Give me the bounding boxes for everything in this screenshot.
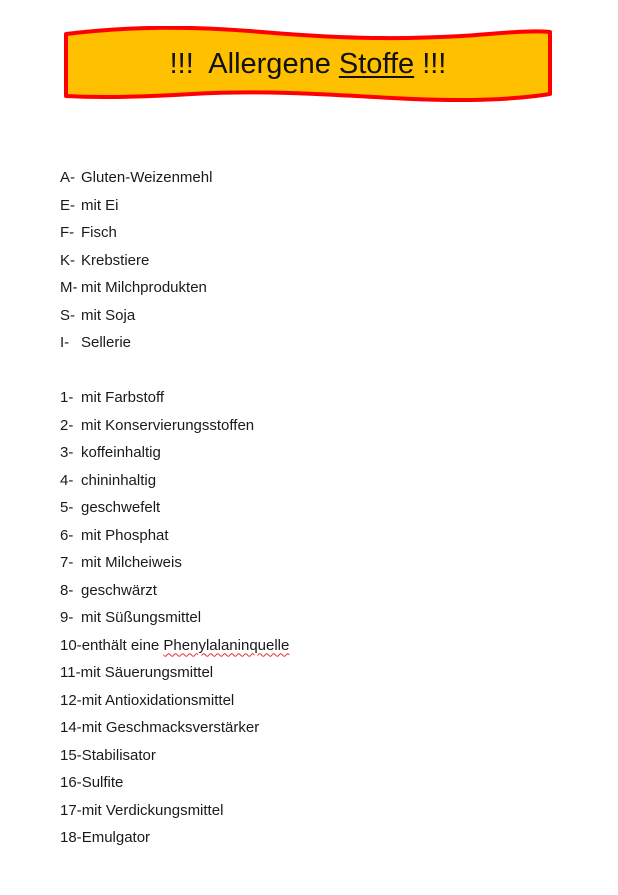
list-item xyxy=(60,522,289,550)
item-label: Sulfite xyxy=(81,774,124,791)
item-code: 12- xyxy=(60,691,82,709)
item-code: M- xyxy=(60,279,78,296)
item-code: E- xyxy=(60,196,75,214)
item-code: 5- xyxy=(60,499,74,516)
page-title xyxy=(62,26,554,102)
list-item xyxy=(60,549,289,577)
item-label: mit Phosphat xyxy=(81,526,169,544)
additive-list xyxy=(60,384,289,852)
item-code: 11- xyxy=(60,664,81,681)
title-underlined-word: Stoffe xyxy=(338,47,415,80)
item-label: mit Ei xyxy=(81,196,119,214)
item-code: 4- xyxy=(60,471,74,489)
item-label: mit Konservierungsstoffen xyxy=(81,416,255,434)
item-label: Emulgator xyxy=(81,829,151,846)
item-code: 8- xyxy=(60,581,74,599)
list-item xyxy=(60,384,289,412)
item-label: Stabilisator xyxy=(81,746,156,764)
item-label: geschwefelt xyxy=(81,499,161,516)
item-label: mit Süßungsmittel xyxy=(81,609,202,626)
item-code: 16- xyxy=(60,774,82,791)
list-item xyxy=(60,604,289,632)
item-label: mit Soja xyxy=(81,306,136,324)
item-code: K- xyxy=(60,251,75,269)
item-code: 3- xyxy=(60,444,74,461)
item-code: 18- xyxy=(60,829,82,846)
list-item xyxy=(60,714,289,742)
item-code: 9- xyxy=(60,609,74,626)
item-label: Fisch xyxy=(81,224,117,241)
allergen-list xyxy=(60,164,212,357)
list-item xyxy=(60,247,212,275)
item-label: mit Milchprodukten xyxy=(81,279,207,296)
list-item xyxy=(60,219,212,247)
item-code: 17- xyxy=(60,801,82,819)
item-label: mit Geschmacksverstärker xyxy=(81,719,260,736)
list-item xyxy=(60,742,289,770)
list-item xyxy=(60,164,212,192)
list-item xyxy=(60,687,289,715)
list-item xyxy=(60,797,289,825)
list-item xyxy=(60,824,289,852)
item-code: F- xyxy=(60,224,75,241)
list-item xyxy=(60,439,289,467)
title-prefix: !!! Allergene xyxy=(169,47,339,80)
list-item xyxy=(60,577,289,605)
item-code: 7- xyxy=(60,554,74,571)
item-label: geschwärzt xyxy=(81,581,157,599)
item-label: mit Säuerungsmittel xyxy=(80,664,214,681)
item-label: Sellerie xyxy=(81,334,132,351)
item-label: Krebstiere xyxy=(81,251,150,269)
list-item xyxy=(60,329,212,357)
item-label: mit Milcheiweis xyxy=(81,554,182,571)
item-label: mit Verdickungsmittel xyxy=(81,801,224,819)
item-code: S- xyxy=(60,306,75,324)
item-label: mit Farbstoff xyxy=(81,389,165,406)
list-item xyxy=(60,412,289,440)
item-code: 15- xyxy=(60,746,82,764)
title-suffix: !!! xyxy=(414,47,447,80)
item-code: I- xyxy=(60,334,70,351)
list-item xyxy=(60,192,212,220)
title-banner xyxy=(62,26,554,102)
list-item xyxy=(60,632,289,660)
item-label: koffeinhaltig xyxy=(81,444,161,461)
spellcheck-flagged-word: Phenylalaninquelle xyxy=(163,636,290,654)
item-label: Gluten-Weizenmehl xyxy=(81,169,213,186)
item-label: chininhaltig xyxy=(81,471,157,489)
list-item xyxy=(60,467,289,495)
list-item xyxy=(60,274,212,302)
list-item xyxy=(60,659,289,687)
item-code: 10- xyxy=(60,636,82,654)
item-code: 1- xyxy=(60,389,74,406)
list-item xyxy=(60,494,289,522)
list-item xyxy=(60,769,289,797)
item-label: enthält eine xyxy=(81,636,164,654)
item-label: mit Antioxidationsmittel xyxy=(81,691,235,709)
item-code: A- xyxy=(60,169,75,186)
list-item xyxy=(60,302,212,330)
item-code: 2- xyxy=(60,416,74,434)
item-code: 6- xyxy=(60,526,74,544)
item-code: 14- xyxy=(60,719,82,736)
